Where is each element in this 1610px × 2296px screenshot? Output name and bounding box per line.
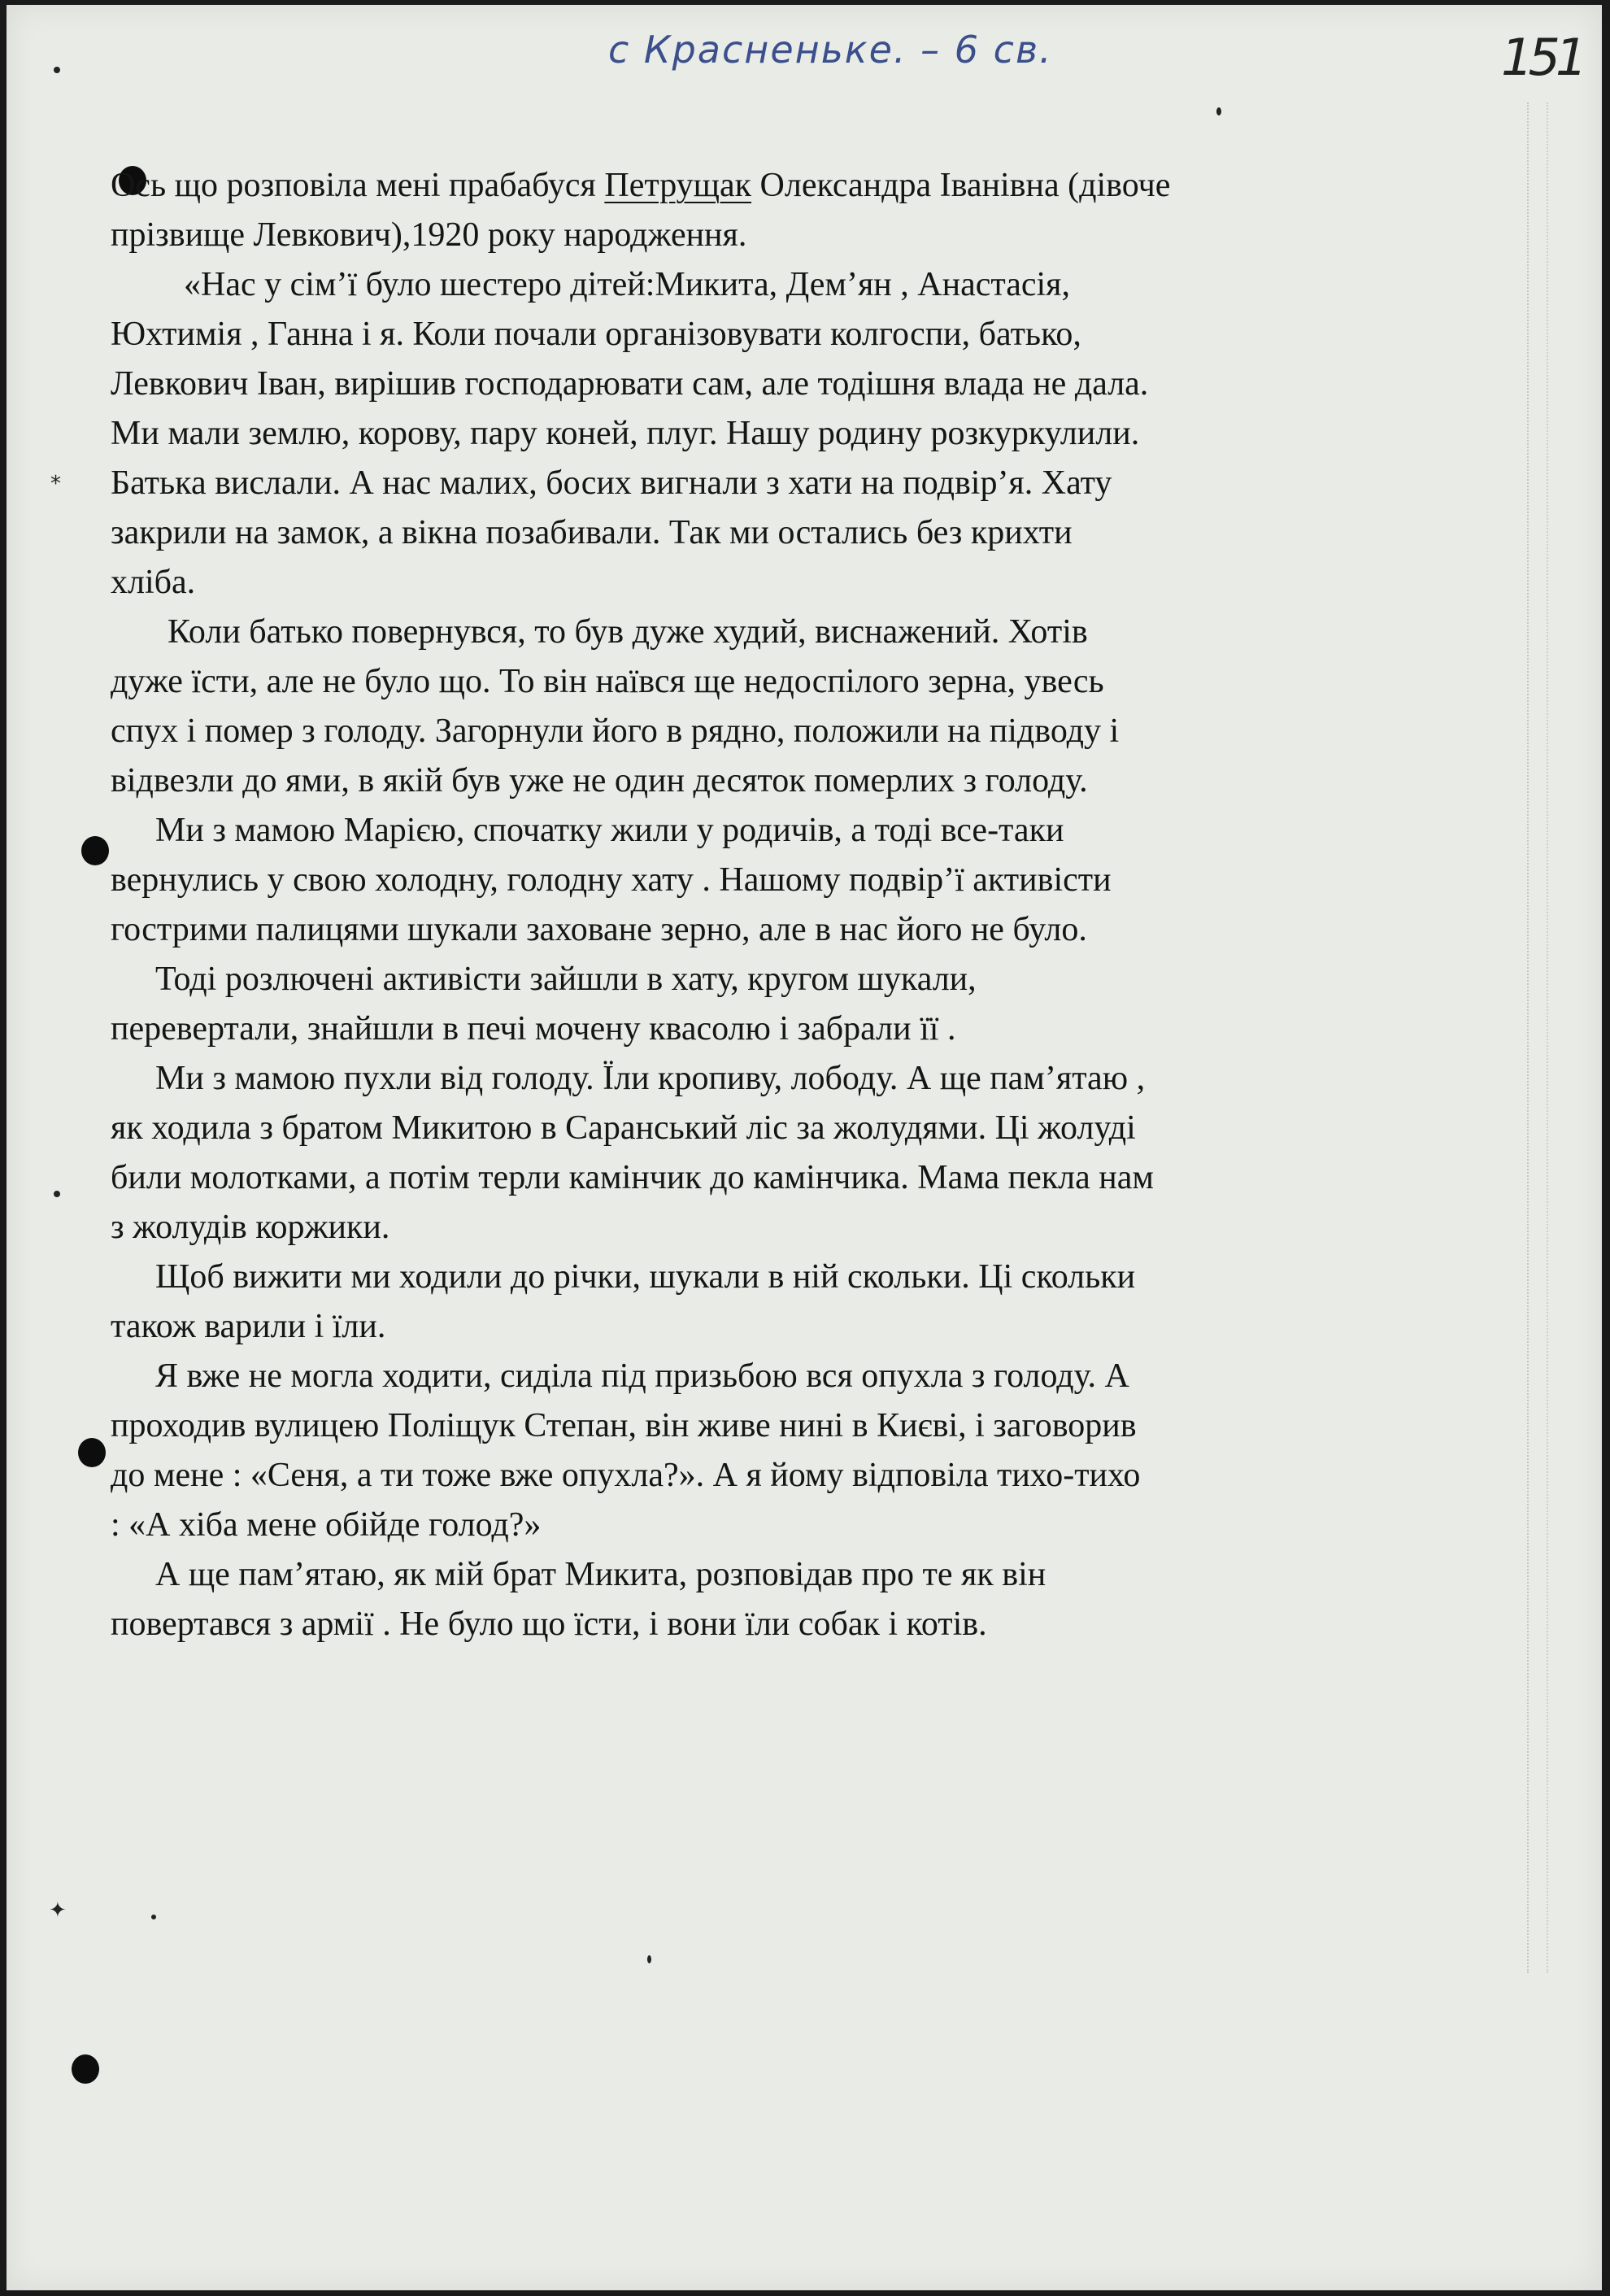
text-line: Ми з мамою Марією, спочатку жили у родичів, а тоді все-таки (155, 812, 1064, 849)
scan-speck (54, 1191, 60, 1197)
paragraph-3 (111, 806, 1444, 955)
folio-number: 151 (1501, 28, 1583, 87)
text-line: Щоб вижити ми ходили до річки, шукали в ній скольки. Ці скольки (155, 1258, 1136, 1296)
text-line: А ще пам’ятаю, як мій брат Микита, розповідав про те як він (155, 1556, 1046, 1593)
intro-line-2: прізвище Левкович),1920 року народження. (111, 216, 747, 254)
text-line: Я вже не могла ходити, сиділа під призьбою вся опухла з голоду. А (155, 1357, 1129, 1395)
text-line: : «А хіба мене обійде голод?» (111, 1506, 542, 1544)
text-line: Ми мали землю, корову, пару коней, плуг. Нашу родину розкуркулили. (111, 415, 1140, 452)
text-line: «Нас у сім’ї було шестеро дітей:Микита, Дем’ян , Анастасія, (184, 266, 1070, 303)
intro-text-start: Ось що розповіла мені прабабуся (111, 167, 605, 204)
text-line: хліба. (111, 564, 196, 601)
text-line: проходив вулицею Поліщук Степан, він живе нині в Києві, і заговорив (111, 1407, 1137, 1444)
text-line: вернулись у свою холодну, голодну хату . Нашому подвір’ї активісти (111, 861, 1112, 899)
scan-speck (647, 1955, 651, 1963)
text-line: Батька вислали. А нас малих, босих вигнали з хати на подвір’я. Хату (111, 464, 1112, 502)
paragraph-2 (111, 608, 1444, 806)
text-line: спух і помер з голоду. Загорнули його в рядно, положили на підводу і (111, 712, 1120, 750)
intro-text-end: Олександра Іванівна (дівоче (751, 167, 1171, 204)
scan-speck (54, 67, 60, 73)
punch-hole (78, 1438, 106, 1467)
text-line: відвезли до ями, в якій був уже не один десяток померлих з голоду. (111, 762, 1088, 799)
paragraph-4 (111, 955, 1444, 1054)
intro-paragraph (111, 161, 1444, 260)
text-line: Юхтимія , Ганна і я. Коли почали організовувати колгоспи, батько, (111, 316, 1081, 353)
scan-speck (1216, 107, 1221, 115)
text-line: Левкович Іван, вирішив господарювати сам, але тодішня влада не дала. (111, 365, 1149, 403)
text-line: також варили і їли. (111, 1308, 386, 1345)
text-line: перевертали, знайшли в печі мочену квасолю і забрали її . (111, 1010, 956, 1048)
text-line: з жолудів коржики. (111, 1209, 390, 1246)
text-line: били молотками, а потім терли камінчик до камінчика. Мама пекла нам (111, 1159, 1154, 1196)
testimony-text (111, 161, 1444, 1649)
intro-line-1 (111, 161, 1444, 211)
margin-mark: * (50, 472, 61, 496)
paragraph-7 (111, 1352, 1444, 1550)
text-line: закрили на замок, а вікна позабивали. Так ми остались без крихти (111, 514, 1073, 551)
handwritten-location-note: с Красненьке. – 6 св. (608, 28, 1053, 72)
paragraph-6 (111, 1253, 1444, 1352)
text-line: гострими палицями шукали заховане зерно, але в нас його не було. (111, 911, 1087, 948)
text-line: Коли батько повернувся, то був дуже худий, виснажений. Хотів (168, 613, 1088, 651)
punch-hole (72, 2054, 99, 2084)
text-line: як ходила з братом Микитою в Саранський ліс за жолудями. Ці жолуді (111, 1109, 1136, 1147)
text-line: Ми з мамою пухли від голоду. Їли кропиву, лободу. А ще пам’ятаю , (155, 1060, 1146, 1097)
punch-hole (81, 836, 109, 865)
paragraph-8 (111, 1550, 1444, 1649)
scan-speck (151, 1915, 156, 1919)
text-line: до мене : «Сеня, а ти тоже вже опухла?». А я йому відповіла тихо-тихо (111, 1457, 1141, 1494)
text-line: повертався з армії . Не було що їсти, і вони їли собак і котів. (111, 1605, 987, 1643)
margin-mark: ✦ (49, 1898, 67, 1923)
text-line: Тоді розлючені активісти зайшли в хату, кругом шукали, (155, 961, 977, 998)
scan-edge-marks (1527, 102, 1577, 1973)
text-line: дуже їсти, але не було що. То він наївся ще недоспілого зерна, увесь (111, 663, 1104, 700)
paragraph-1 (111, 260, 1444, 608)
underlined-surname: Петрущак (604, 167, 752, 204)
document-page (7, 5, 1602, 2290)
paragraph-5 (111, 1054, 1444, 1253)
